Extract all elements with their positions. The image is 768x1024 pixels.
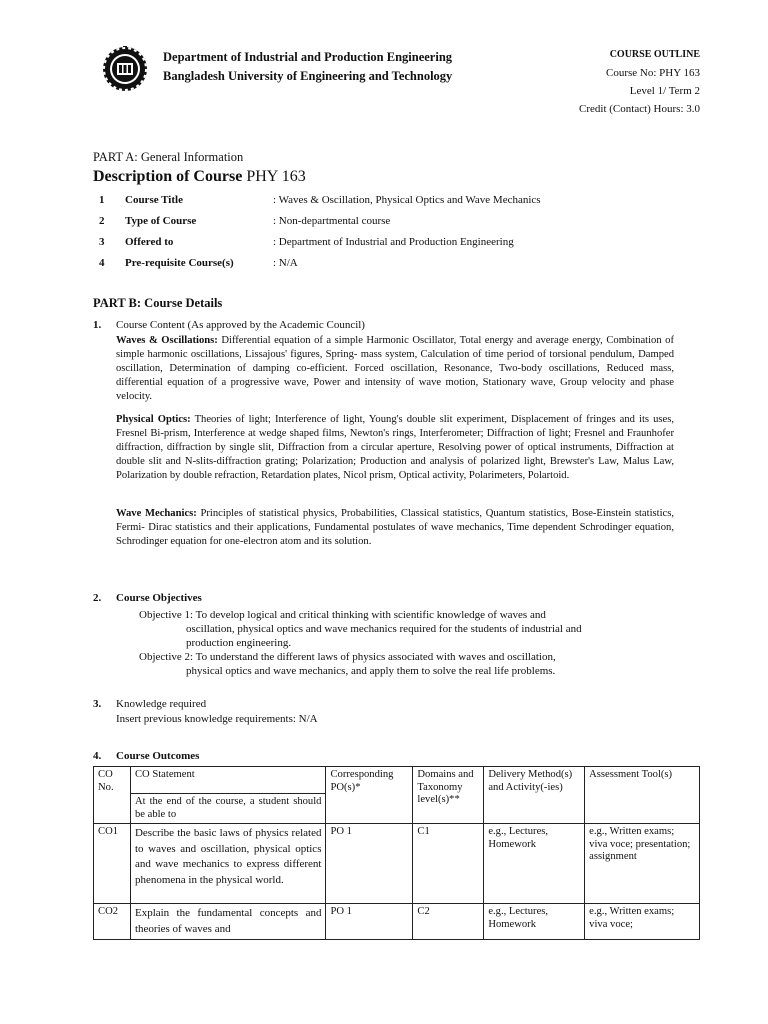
objective-2-line-1: Objective 2: To understand the different laws of physics associated with waves and oscillation, [139,651,556,663]
header-co-no: CO No. [94,767,131,824]
course-outcomes-table [93,766,700,940]
wave-mechanics-paragraph [116,507,674,549]
row-key: Pre-requisite Course(s) [125,257,234,269]
subheader-statement: At the end of the course, a student should be able to [130,794,326,824]
row-key: Type of Course [125,215,197,227]
objective-1-line-2: oscillation, physical optics and wave mechanics required for the students of industrial and [186,623,582,635]
department-header [163,48,452,86]
co-domain: C2 [413,904,484,940]
co-statement: Describe the basic laws of physics related to waves and oscillation, physical optics and wave mechanics to express different phenomena in the physical world. [130,824,326,904]
co-delivery: e.g., Lectures, Homework [484,824,585,904]
item-number: 2. [93,592,102,604]
row-value: : Waves & Oscillation, Physical Optics and Wave Mechanics [273,194,541,206]
row-number: 1 [99,194,105,206]
co-po: PO 1 [326,904,413,940]
general-info-row [93,257,693,278]
table-row [94,904,700,940]
waves-text: Differential equation of a simple Harmonic Oscillator, Total energy and average energy, Combination of simple harmonic oscillations, Lissajous' figures, Spring- mass system, Calculation of time period of torsional pendulum, Damped oscillation, Determination of damping co-efficient. Forced oscillation, Resonance, Two-body oscillations, Reduced mass, differential equation of a progressive wave, Power and intensity of wave motion, Stationary wave, Group velocity and phase velocity. [116,335,674,402]
objective-1-line-3: production engineering. [186,637,292,649]
course-number: Course No: PHY 163 [605,67,700,79]
header-po: Corresponding PO(s)* [326,767,413,824]
row-number: 3 [99,236,105,248]
outline-title: COURSE OUTLINE [609,49,700,60]
table-row [94,824,700,904]
description-label: Description of Course [93,168,243,185]
part-a-heading: PART A: General Information [93,150,244,164]
co-number: CO2 [94,904,131,940]
item-number: 1. [93,319,102,331]
co-domain: C1 [413,824,484,904]
co-delivery: e.g., Lectures, Homework [484,904,585,940]
level-term: Level 1/ Term 2 [629,85,700,97]
objective-2-line-2: physical optics and wave mechanics, and apply them to solve the real life problems. [186,665,556,677]
item-title: Knowledge required [116,698,207,710]
mech-label: Wave Mechanics: [116,508,197,519]
optics-label: Physical Optics: [116,414,191,425]
waves-label: Waves & Oscillations: [116,335,218,346]
course-objectives-item [93,591,693,605]
header-domains: Domains and Taxonomy level(s)** [413,767,484,824]
waves-oscillations-paragraph [116,334,674,404]
general-info-list [93,194,693,278]
description-code: PHY 163 [246,168,306,185]
row-key: Offered to [125,236,174,248]
item-title: Course Content (As approved by the Academic Council) [116,319,365,331]
row-value: : Non-departmental course [273,215,391,227]
objective-1-line-1: Objective 1: To develop logical and critical thinking with scientific knowledge of waves and [139,609,546,621]
credit-hours: Credit (Contact) Hours: 3.0 [579,103,700,115]
university-logo [102,46,148,92]
knowledge-requirement-text: Insert previous knowledge requirements: N/A [116,713,318,725]
row-number: 4 [99,257,105,269]
co-assessment: e.g., Written exams; viva voce; presentation; assignment [585,824,700,904]
header-delivery: Delivery Method(s) and Activity(-ies) [484,767,585,824]
mech-text: Principles of statistical physics, Probabilities, Classical statistics, Quantum statistics, Bose-Einstein statistics, Fermi- Dirac statistics and their applications, Fundamental postulates of wave mechanics, Time dependent Schrodinger equation, Schrodinger equation for one-electron atom and its solution. [116,508,674,547]
general-info-row [93,194,693,215]
header-co-statement: CO Statement [130,767,326,794]
knowledge-required-item [93,697,693,711]
course-outcomes-item [93,749,693,763]
row-key: Course Title [125,194,183,206]
part-b-heading: PART B: Course Details [93,296,223,310]
co-number: CO1 [94,824,131,904]
row-value: : N/A [273,257,298,269]
row-value: : Department of Industrial and Production Engineering [273,236,514,248]
optics-text: Theories of light; Interference of light, Young's double slit experiment, Displacement of fringes and its uses, Fresnel Bi-prism, Interference at wedge shaped films, Newton's rings, Interferometer; Diffraction of light; Fresnel and Fraunhofer diffraction, diffraction by single slit, Diffraction from a circular aperture, Resolving power of optical instruments, Diffraction at double slit and N-slits-diffraction grating; Polarization; Production and analysis of polarized light, Brewster's Law, Malus Law, Polarization by double refraction, Retardation plates, Nicol prism, Optical activity, Polarimeters, Polartoid. [116,414,674,481]
item-title: Course Outcomes [116,750,200,762]
physical-optics-paragraph [116,413,674,483]
co-statement: Explain the fundamental concepts and theories of waves and [130,904,326,940]
table-header-row [94,767,700,794]
item-title: Course Objectives [116,592,202,604]
general-info-row [93,215,693,236]
general-info-row [93,236,693,257]
co-po: PO 1 [326,824,413,904]
course-outline-info [579,46,700,118]
university-name: Bangladesh University of Engineering and Technology [163,69,453,83]
row-number: 2 [99,215,105,227]
course-description-title [93,168,306,186]
department-name: Department of Industrial and Production Engineering [163,50,453,64]
item-number: 3. [93,698,102,710]
co-assessment: e.g., Written exams; viva voce; [585,904,700,940]
item-number: 4. [93,750,102,762]
header-assessment: Assessment Tool(s) [585,767,700,824]
course-content-item [93,318,693,332]
